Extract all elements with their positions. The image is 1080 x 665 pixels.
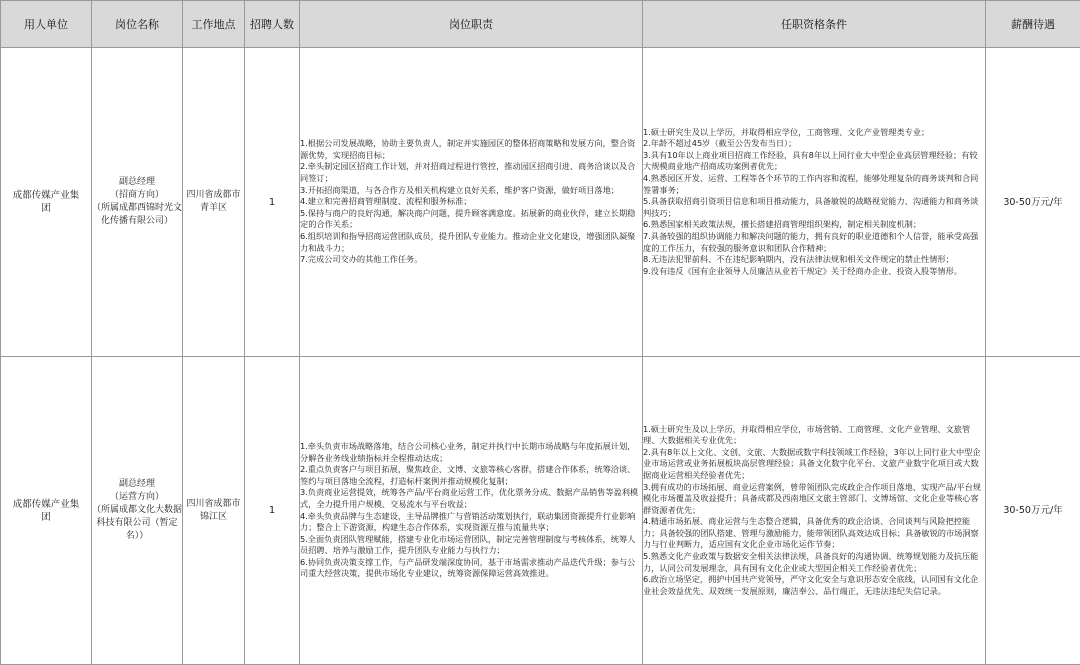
position-line: （招商方向） xyxy=(109,190,164,200)
cell-unit: 成都传媒产业集团 xyxy=(1,48,92,357)
duty-item: 4.建立和完善招商管理制度、流程和服务标准； xyxy=(300,196,472,207)
requirement-item: 3.拥有成功的市场拓展、商业运营案例，曾带领团队完成政企合作项目落地、实现产品/平台规模化市场覆盖及收益提升；具备成都及西南地区文旅主管部门、文博场馆、文化企业等核心客群资源者优先； xyxy=(643,481,982,515)
requirement-item: 5.具备获取招商引资项目信息和项目推动能力，具备敏锐的战略视觉能力、沟通能力和商务谈判技巧； xyxy=(643,196,979,218)
cell-location: 四川省成都市青羊区 xyxy=(183,48,245,357)
header-unit: 用人单位 xyxy=(1,1,92,48)
cell-requirements xyxy=(643,357,986,665)
duty-item: 4.牵头负责品牌与生态建设，主导品牌推广与营销活动策划执行，联动集团资源提升行业影响力；整合上下游资源，构建生态合作体系，实现资源互推与流量共享； xyxy=(300,510,636,533)
header-requirements: 任职资格条件 xyxy=(643,1,986,48)
requirement-item: 7.具备较强的组织协调能力和解决问题的能力，拥有良好的职业道德和个人信誉，能承受高强度的工作压力，有较强的服务意识和团队合作精神； xyxy=(643,230,979,253)
cell-count: 1 xyxy=(245,48,300,357)
duty-item: 3.开拓招商渠道，与各合作方及相关机构建立良好关系，维护客户资源，做好项目落地； xyxy=(300,184,619,195)
duty-item: 7.完成公司交办的其他工作任务。 xyxy=(300,254,423,265)
requirement-item: 5.熟悉文化产业政策与数据安全相关法律法规，具备良好的沟通协调、统筹规划能力及抗压能力，认同公司发展理念，具有国有文化企业或大型国企相关工作经验者优先； xyxy=(643,551,979,573)
requirement-item: 6.政治立场坚定，拥护中国共产党领导，严守文化安全与意识形态安全底线，认同国有文化企业社会效益优先、双效统一发展原则，廉洁奉公、品行端正，无违法违纪失信记录。 xyxy=(643,574,979,596)
duties-list xyxy=(300,441,642,580)
cell-salary: 30-50万元/年 xyxy=(986,357,1080,665)
position-line: 副总经理 xyxy=(118,177,155,187)
duty-item: 3.负责商业运营提效，统筹各产品/平台商业运营工作，优化票务分成、数据产品销售等盈利模式，全力提升用户规模、交易流水与平台收益； xyxy=(300,487,639,509)
requirement-item: 1.硕士研究生及以上学历，并取得相应学位，市场营销、工商管理、文化产业管理、文旅管理、大数据相关专业优先； xyxy=(643,423,971,446)
position-line: 副总经理 xyxy=(118,479,155,489)
cell-duties xyxy=(300,357,643,665)
table-header xyxy=(1,1,1080,48)
requirement-item: 8.无违法犯罪前科、不在违纪影响期内，没有法律法规和相关文件规定的禁止性情形； xyxy=(643,254,954,265)
duty-item: 2.牵头制定园区招商工作计划，并对招商过程进行管控，推动园区招商引进、商务洽谈以及合同签订； xyxy=(300,161,636,184)
duty-item: 2.重点负责客户与项目拓展，聚焦政企、文博、文旅等核心客群，搭建合作体系，统筹洽谈、签约与项目落地全流程，打造标杆案例并推动规模化复制； xyxy=(300,464,636,486)
requirements-list xyxy=(643,127,985,278)
requirement-item: 2.年龄不超过45岁（截至公告发布当日）； xyxy=(643,138,797,149)
duty-item: 6.协同负责决策支撑工作，与产品研发端深度协同，基于市场需求推动产品迭代升级；参与公司重大经营决策，提供市场化专业建议，统筹资源保障运营高效推进。 xyxy=(300,556,636,579)
cell-salary: 30-50万元/年 xyxy=(986,48,1080,357)
duty-item: 5.全面负责团队管理赋能，搭建专业化市场运营团队，制定完善管理制度与考核体系，统筹人员招聘、培养与激励工作，提升团队专业能力与执行力； xyxy=(300,533,636,556)
requirement-item: 2.具有8年以上文化、文创、文旅、大数据或数字科技领域工作经验，3年以上同行业大中型企业市场运营或业务拓展板块高层管理经验；具备文化数字化平台、文旅产业数字化项目或大数据商业运营相关经验者优先； xyxy=(643,446,981,480)
cell-requirements xyxy=(643,48,986,357)
header-count: 招聘人数 xyxy=(245,1,300,48)
table-row xyxy=(1,48,1080,357)
cell-position xyxy=(92,48,183,357)
cell-duties xyxy=(300,48,643,357)
cell-unit: 成都传媒产业集团 xyxy=(1,357,92,665)
position-line: （所属成都文化大数据科技有限公司（暂定名）） xyxy=(92,505,183,541)
position-line: （所属成都西锦时光文化传播有限公司） xyxy=(92,203,183,226)
cell-location: 四川省成都市锦江区 xyxy=(183,357,245,665)
table-row xyxy=(1,357,1080,665)
duty-item: 1.牵头负责市场战略落地，结合公司核心业务，制定并执行中长期市场战略与年度拓展计划，分解各业务线业绩指标并全程推动达成； xyxy=(300,440,636,463)
requirements-list xyxy=(643,424,985,598)
requirement-item: 9.没有违反《国有企业领导人员廉洁从业若干规定》关于经商办企业、投资入股等情形。 xyxy=(643,265,962,276)
requirement-item: 4.熟悉园区开发、运营、工程等各个环节的工作内容和流程，能够处理复杂的商务谈判和合同签署事务； xyxy=(643,173,979,195)
requirement-item: 1.硕士研究生及以上学历，并取得相应学位，工商管理、文化产业管理类专业； xyxy=(643,126,930,137)
requirement-item: 3.具有10年以上商业项目招商工作经验，具有8年以上同行业大中型企业高层管理经验；有较大规模商业地产招商成功案例者优先； xyxy=(643,149,978,172)
cell-count: 1 xyxy=(245,357,300,665)
duty-item: 6.组织培训和指导招商运营团队成员，提升团队专业能力。推动企业文化建设，增强团队凝聚力和战斗力； xyxy=(300,230,636,253)
duty-item: 1.根据公司发展战略，协助主要负责人，制定并实施园区的整体招商策略和发展方向，整合资源优势，实现招商目标； xyxy=(300,138,636,160)
requirement-item: 6.熟悉国家相关政策法规，擅长搭建招商管理组织架构，制定相关制度机制； xyxy=(643,219,922,230)
duties-list xyxy=(300,138,642,266)
cell-position xyxy=(92,357,183,665)
header-position: 岗位名称 xyxy=(92,1,183,48)
requirement-item: 4.精通市场拓展、商业运营与生态整合逻辑，具备优秀的政企洽谈、合同谈判与风险把控能力；具备较强的团队搭建、管理与激励能力，能带领团队高效达成目标；具备敏锐的市场洞察力与行业判断力，适应国有文化企业市场化运作节奏； xyxy=(643,516,979,550)
header-salary: 薪酬待遇 xyxy=(986,1,1080,48)
header-duties: 岗位职责 xyxy=(300,1,643,48)
position-line: （运营方向） xyxy=(109,492,164,502)
duty-item: 5.保持与商户的良好沟通，解决商户问题，提升顾客满意度。拓展新的商业伙伴，建立长期稳定的合作关系； xyxy=(300,207,636,230)
header-location: 工作地点 xyxy=(183,1,245,48)
